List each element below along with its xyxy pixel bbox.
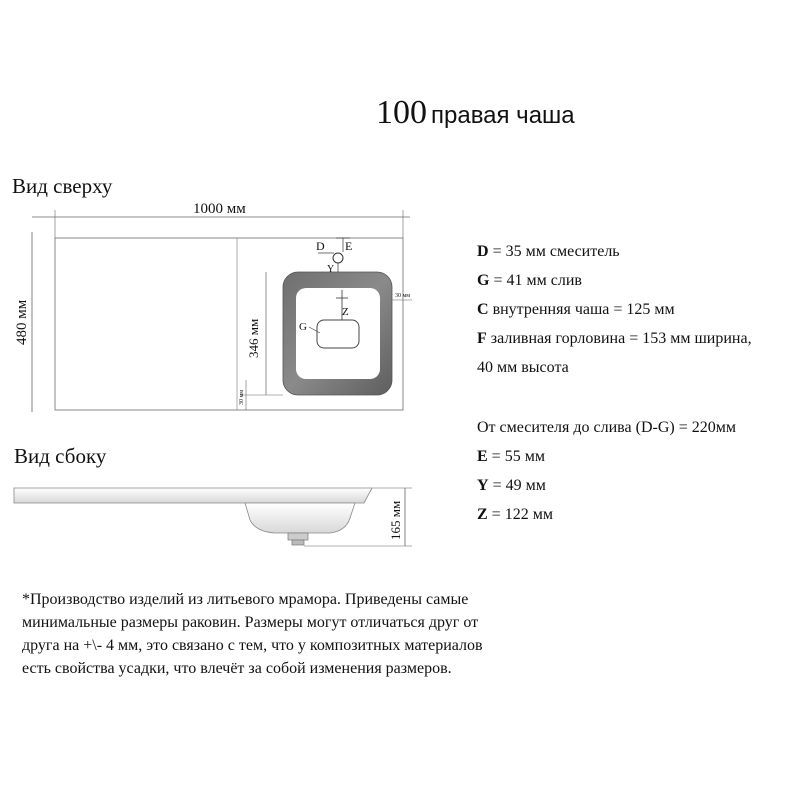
spec-text: = 41 мм слив	[489, 272, 582, 289]
countertop-side-profile	[14, 488, 372, 503]
top-view-drawing	[14, 201, 412, 412]
spec-text: = 49 мм	[488, 477, 546, 494]
depth-dimension-label: 480 мм	[14, 299, 30, 345]
height-dimension-label: 165 мм	[388, 500, 403, 540]
spec-f-cont	[477, 353, 752, 382]
spec-text: внутренняя чаша = 125 мм	[488, 301, 675, 318]
right-edge-dimension-label: 30 мм	[395, 293, 411, 299]
spec-text: = 35 мм смеситель	[488, 243, 620, 260]
mark-y: Y	[327, 264, 335, 275]
distance-note: От смесителя до слива (D-G) = 220мм	[477, 419, 736, 436]
footnote: *Производство изделий из литьевого мрамора. Приведены самые минимальные размеры раковин. Размеры могут отличаться друг от друга на +\- 4 мм, это связано с тем, что у композитных материалов есть свойства усадки, что влечёт за собой изменения размеров.	[22, 591, 483, 677]
spec-e	[477, 442, 553, 471]
spec-key: C	[477, 301, 489, 318]
spec-text: заливная горловина = 153 мм ширина,	[486, 330, 752, 347]
spec-f	[477, 324, 752, 353]
spec-z	[477, 500, 553, 529]
mark-e: E	[345, 239, 353, 253]
mark-g: G	[299, 321, 307, 333]
spec-text: = 55 мм	[487, 448, 545, 465]
spec-d	[477, 237, 752, 266]
spec-key: E	[477, 448, 488, 465]
faucet-hole	[333, 253, 343, 263]
spec-text: 40 мм высота	[477, 359, 569, 376]
width-dimension-label: 1000 мм	[193, 201, 246, 217]
spec-c	[477, 295, 752, 324]
spec-key: Z	[477, 506, 488, 523]
top-view-label: Вид сверху	[12, 174, 113, 198]
specs-list	[477, 237, 752, 382]
spec-key: F	[477, 330, 487, 347]
mark-z: Z	[342, 306, 349, 318]
spec-key: D	[477, 243, 489, 260]
drain-side-profile	[288, 533, 308, 540]
bowl-depth-dimension-label: 346 мм	[246, 318, 261, 358]
title-number: 100	[376, 94, 427, 131]
title-text: правая чаша	[431, 102, 575, 129]
mark-d: D	[316, 239, 325, 253]
drain-side-pipe	[292, 540, 304, 545]
side-view-label: Вид сбоку	[14, 444, 107, 468]
spec-key: Y	[477, 477, 489, 494]
spec-key: G	[477, 272, 490, 289]
bowl-side-profile	[245, 503, 355, 533]
spec-y	[477, 471, 553, 500]
spec-text: = 122 мм	[487, 506, 553, 523]
drain-outline	[317, 320, 359, 348]
bottom-edge-dimension-label: 30 мм	[239, 389, 245, 405]
side-view-drawing	[14, 488, 412, 546]
specs-list-2	[477, 442, 553, 529]
spec-g	[477, 266, 752, 295]
